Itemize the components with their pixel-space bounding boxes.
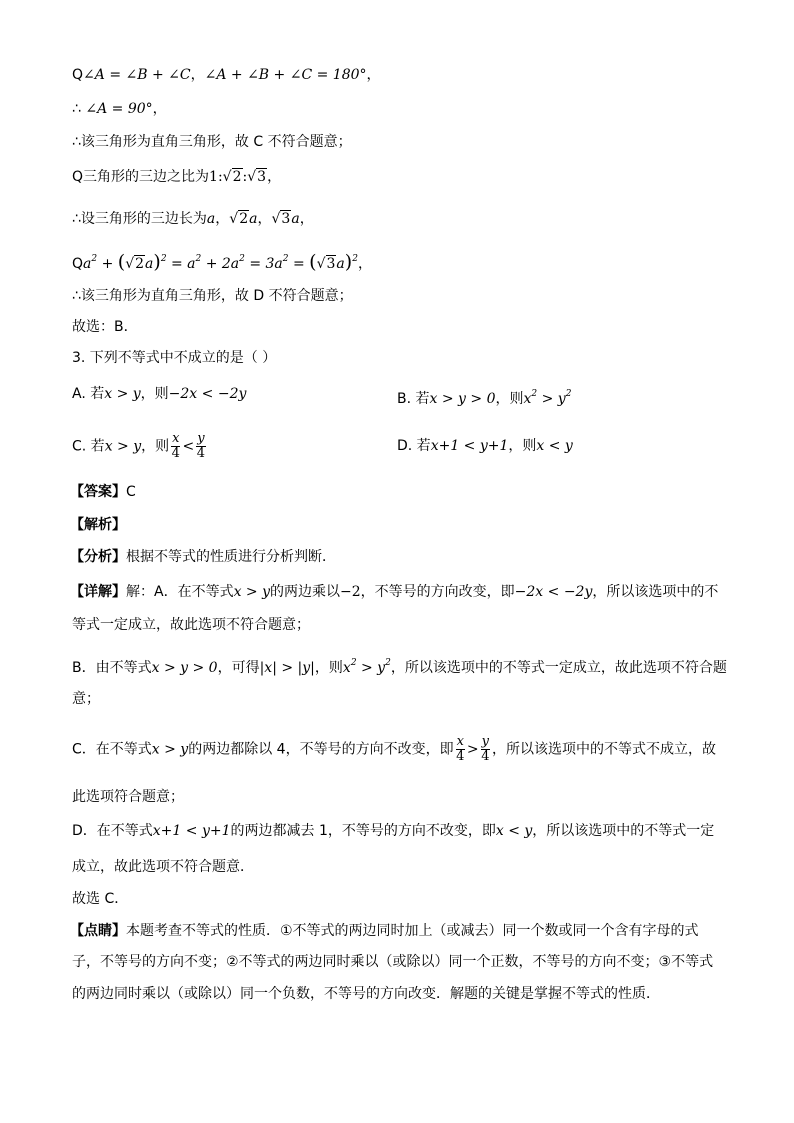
proof-line-side-lengths xyxy=(72,210,314,228)
answer-tag: 【答案】 xyxy=(70,484,126,500)
option-c-cond: x > y xyxy=(104,438,142,455)
text: 的两边都减去 1，不等号的方向不改变，即 xyxy=(230,823,496,839)
math-pythagoras: $a^2 + (√2a)^2 = a^2 + 2a^2 = 3a^2 = (√3a)^2$ xyxy=(83,251,358,273)
option-b-cond: x > y > 0 xyxy=(429,391,496,407)
proof-line-pythagoras xyxy=(72,250,372,273)
punct: ， xyxy=(152,101,167,117)
text: ，则 xyxy=(495,391,524,407)
less-than: < xyxy=(182,438,195,455)
answer-value: C xyxy=(126,484,136,500)
math: x < y xyxy=(495,823,533,839)
option-a-cond: x > y xyxy=(104,386,141,402)
text: 意； xyxy=(72,691,100,707)
detail-tag: 【详解】 xyxy=(70,584,126,600)
text: 的两边同时乘以（或除以）同一个负数，不等号的方向改变．解题的关键是掌握不等式的性质． xyxy=(72,986,660,1002)
because-symbol: Q xyxy=(72,256,84,272)
option-a xyxy=(72,385,246,403)
question-3-title xyxy=(72,349,276,367)
remark-line1 xyxy=(70,922,699,940)
proof-line-ratio xyxy=(72,168,281,186)
proof-line-angle-a xyxy=(72,100,167,118)
option-d-result: x < y xyxy=(536,438,573,454)
punct: ， xyxy=(267,169,282,185)
math: x > y > 0 xyxy=(151,660,218,676)
text: 3. 下列不等式中不成立的是（ ） xyxy=(72,350,277,366)
text: ∴该三角形为直角三角形，故 C 不符合题意； xyxy=(72,134,352,150)
option-d xyxy=(397,437,573,455)
text: D．在不等式 xyxy=(72,823,153,839)
text: Q三角形的三边之比为 xyxy=(72,169,210,185)
answer-line xyxy=(70,483,136,501)
text: 等式一定成立，故此选项不符合题意； xyxy=(72,617,310,633)
text: ，则 xyxy=(141,438,170,455)
proof-line-conclusion-d xyxy=(72,287,353,305)
text: ，不等号的方向改变，即 xyxy=(360,584,515,600)
text: ，所以该选项中的不等式一定成立，故此选项不符合题 xyxy=(390,660,727,676)
option-b xyxy=(397,385,571,408)
text: B．由不等式 xyxy=(72,660,152,676)
analysis-summary xyxy=(70,548,336,566)
text: ，则 xyxy=(140,386,169,402)
detail-d-line2 xyxy=(72,858,254,876)
remark-line3 xyxy=(72,985,660,1003)
greater-than: > xyxy=(466,741,479,758)
text: ∴设三角形的三边长为 xyxy=(72,211,207,227)
proof-line-choice-b xyxy=(72,318,138,336)
proof-line-conclusion-c xyxy=(72,133,352,151)
math: |x| > |y| xyxy=(259,660,315,676)
text: 本题考查不等式的性质．①不等式的两边同时加上（或减去）同一个数或同一个含有字母的式 xyxy=(126,923,699,939)
side-sqrt3a: √3a xyxy=(271,211,300,227)
text: 成立，故此选项不符合题意． xyxy=(72,859,254,875)
text: ∴该三角形为直角三角形，故 D 不符合题意； xyxy=(72,288,353,304)
text: 故选 C． xyxy=(72,891,129,907)
punct: ， xyxy=(357,256,372,272)
punct: ， xyxy=(257,211,272,227)
text: 解：A．在不等式 xyxy=(126,584,234,600)
sqrt-two: √2 xyxy=(222,169,242,185)
option-d-cond: x+1 < y+1 xyxy=(430,438,509,454)
because-symbol: Q xyxy=(72,67,84,83)
math-angle-a: ∠A = 90° xyxy=(85,101,153,117)
text: 根据不等式的性质进行分析判断． xyxy=(126,549,336,565)
option-c-label: C. 若 xyxy=(72,438,105,455)
summary-tag: 【分析】 xyxy=(70,549,126,565)
text: ，所以该选项中的不等式不成立，故 xyxy=(492,741,717,758)
punct: ， xyxy=(215,211,230,227)
detail-b-line2 xyxy=(72,690,100,708)
fraction-x-over-4: $\frac{x}{4}$ xyxy=(171,431,180,461)
detail-b-line1 xyxy=(72,654,727,677)
text: 子，不等号的方向不变；②不等式的两边同时乘以（或除以）同一个正数，不等号的方向不变；③不等式 xyxy=(72,954,714,970)
side-a: a xyxy=(206,211,216,227)
detail-c-line2 xyxy=(72,788,184,806)
math: x+1 < y+1 xyxy=(152,823,231,839)
text: C．在不等式 xyxy=(72,741,152,758)
detail-a-line1 xyxy=(70,583,718,601)
punct: ， xyxy=(299,211,314,227)
text: ，可得 xyxy=(217,660,260,676)
math-angle-sum: ∠A = ∠B + ∠C xyxy=(83,67,191,83)
math: $x^2 > y^2$ xyxy=(342,658,391,676)
analysis-heading xyxy=(70,516,126,534)
detail-c-line1 xyxy=(72,735,716,764)
detail-d-line1 xyxy=(72,822,714,840)
side-sqrt2a: √2a xyxy=(229,211,258,227)
option-c xyxy=(72,432,208,461)
therefore-symbol: ∴ xyxy=(72,101,81,117)
fraction-y-over-4: $\frac{y}{4}$ xyxy=(481,734,490,764)
text: 此选项符合题意； xyxy=(72,789,184,805)
option-a-label: A. 若 xyxy=(72,386,105,402)
text: 故选：B． xyxy=(72,319,138,335)
option-d-label: D. 若 xyxy=(397,438,431,454)
analysis-tag: 【解析】 xyxy=(70,517,126,533)
remark-tag: 【点睛】 xyxy=(70,923,126,939)
punct: ， xyxy=(190,67,205,83)
option-a-result: −2x < −2y xyxy=(168,386,247,402)
math-angle-total: ∠A + ∠B + ∠C = 180° xyxy=(204,67,367,83)
sqrt-three: √3 xyxy=(247,169,267,185)
punct: ， xyxy=(366,67,381,83)
math: x > y xyxy=(233,584,271,600)
detail-a-line2 xyxy=(72,616,310,634)
fraction-y-over-4: $\frac{y}{4}$ xyxy=(196,431,206,461)
math: x > y xyxy=(151,741,189,758)
text: 的两边都除以 4，不等号的方向不改变，即 xyxy=(188,741,454,758)
ratio-one: 1: xyxy=(209,169,223,185)
proof-line-angle-relations xyxy=(72,66,381,84)
option-b-result: $x^2 > y^2$ xyxy=(523,389,572,407)
text: ，则 xyxy=(314,660,343,676)
text: ，则 xyxy=(508,438,537,454)
final-choice xyxy=(72,890,128,908)
fraction-x-over-4: $\frac{x}{4}$ xyxy=(456,734,465,764)
math: −2x < −2y xyxy=(514,584,593,600)
text: ，所以该选项中的不等式一定 xyxy=(532,823,715,839)
math: −2 xyxy=(340,584,361,600)
remark-line2 xyxy=(72,953,713,971)
text: 的两边乘以 xyxy=(270,584,341,600)
text: ，所以该选项中的不 xyxy=(592,584,719,600)
ratio-colon: : xyxy=(242,169,248,185)
option-b-label: B. 若 xyxy=(397,391,430,407)
